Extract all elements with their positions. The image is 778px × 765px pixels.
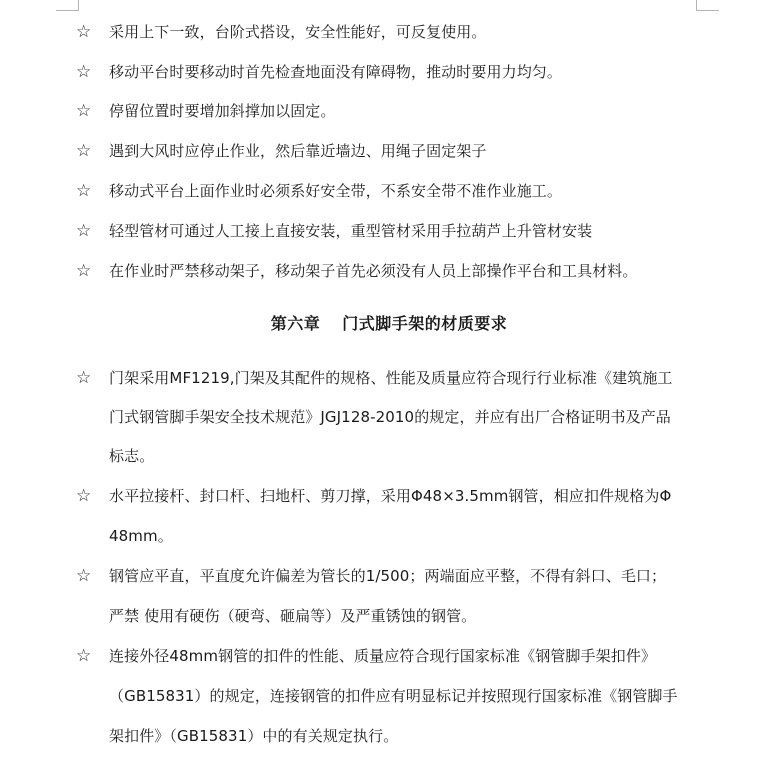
list-item-line: 连接外径48mm钢管的扣件的性能、质量应符合现行国家标准《钢管脚手架扣件》 [109, 647, 657, 665]
chapter-number: 第六章 [270, 314, 321, 333]
star-bullet-icon: ☆ [76, 261, 92, 281]
star-bullet-icon: ☆ [76, 141, 92, 161]
page-corner-mark-left [56, 0, 79, 11]
list-item-line: （GB15831）的规定，连接钢管的扣件应有明显标记并按照现行国家标准《钢管脚手 [109, 687, 678, 705]
star-bullet-icon: ☆ [76, 368, 92, 388]
star-bullet-icon: ☆ [76, 221, 92, 241]
list-item-line: 严禁 使用有硬伤（硬弯、砸扁等）及严重锈蚀的钢管。 [109, 607, 477, 625]
star-bullet-icon: ☆ [76, 62, 92, 82]
star-bullet-icon: ☆ [76, 646, 92, 666]
list-item: 遇到大风时应停止作业，然后靠近墙边、用绳子固定架子 [109, 142, 487, 160]
list-item-line: 门架采用MF1219,门架及其配件的规格、性能及质量应符合现行行业标准《建筑施工 [109, 369, 673, 387]
list-item: 停留位置时要增加斜撑加以固定。 [109, 102, 336, 120]
chapter-title: 门式脚手架的材质要求 [342, 314, 508, 333]
chapter-heading [0, 313, 778, 335]
list-item-line: 钢管应平直，平直度允许偏差为管长的1/500；两端面应平整，不得有斜口、毛口； [109, 567, 667, 585]
list-item-line: 48mm。 [109, 527, 173, 545]
list-item-line: 门式钢管脚手架安全技术规范》JGJ128-2010的规定，并应有出厂合格证明书及产品 [109, 408, 671, 426]
list-item-line: 水平拉接杆、封口杆、扫地杆、剪刀撑，采用Φ48×3.5mm钢管，相应扣件规格为Φ [109, 487, 672, 505]
page-corner-mark-right [696, 0, 719, 11]
star-bullet-icon: ☆ [76, 566, 92, 586]
list-item: 移动式平台上面作业时必须系好安全带，不系安全带不准作业施工。 [109, 182, 563, 200]
list-item-line: 标志。 [109, 447, 155, 465]
star-bullet-icon: ☆ [76, 181, 92, 201]
list-item: 移动平台时要移动时首先检查地面没有障碍物，推动时要用力均匀。 [109, 63, 563, 81]
star-bullet-icon: ☆ [76, 101, 92, 121]
star-bullet-icon: ☆ [76, 486, 92, 506]
star-bullet-icon: ☆ [76, 22, 92, 42]
list-item-line: 架扣件》（GB15831）中的有关规定执行。 [109, 727, 399, 745]
list-item: 在作业时严禁移动架子，移动架子首先必须没有人员上部操作平台和工具材料。 [109, 262, 638, 280]
list-item: 采用上下一致，台阶式搭设，安全性能好，可反复使用。 [109, 23, 487, 41]
list-item: 轻型管材可通过人工接上直接安装，重型管材采用手拉葫芦上升管材安装 [109, 222, 593, 240]
